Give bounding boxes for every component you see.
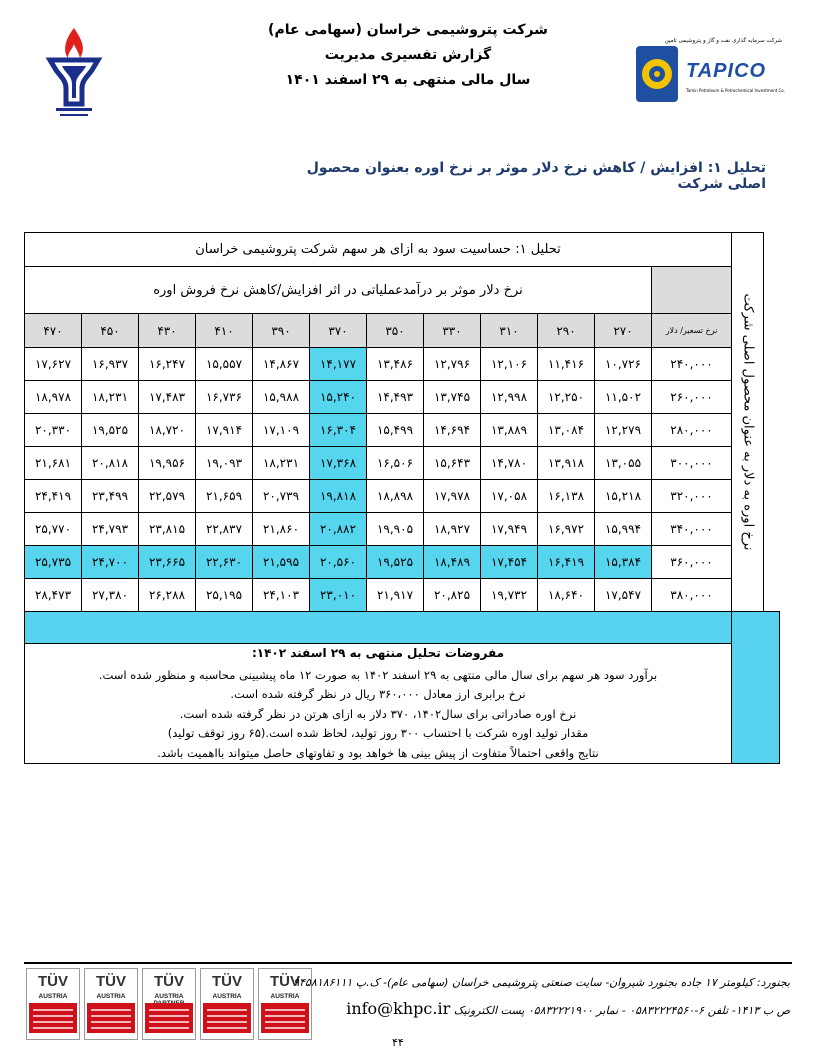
- table-cell: ۱۲,۹۹۸: [481, 381, 538, 414]
- table-cell: ۱۵,۶۴۳: [424, 447, 481, 480]
- table-cell: ۱۸,۲۳۱: [82, 381, 139, 414]
- table-cell: ۱۹,۹۵۶: [139, 447, 196, 480]
- vertical-axis-label-text: نرخ اوره به دلار به عنوان محصول اصلی شرکت: [740, 293, 755, 551]
- certificate-band: [145, 1003, 193, 1033]
- table-cell: ۲۰,۸۲۵: [424, 579, 481, 612]
- certificate-badges: [26, 968, 312, 1040]
- table-cell: ۲۵,۱۹۵: [196, 579, 253, 612]
- table-cell: ۲۲,۵۷۹: [139, 480, 196, 513]
- certificate-mark: TÜV: [270, 973, 300, 990]
- table-cell: ۲۰,۸۱۸: [82, 447, 139, 480]
- column-header: ۲۷۰: [595, 314, 652, 348]
- table-cell: ۱۸,۸۹۸: [367, 480, 424, 513]
- vertical-axis-label: [732, 233, 764, 612]
- assumption-item: نرخ برابری ارز معادل ۳۶۰،۰۰۰ ریال در نظر گرفته شده است.: [230, 687, 526, 701]
- assumption-item: نرخ اوره صادراتی برای سال۱۴۰۲، ۳۷۰ دلار به ازای هرتن در نظر گرفته شده است.: [179, 706, 577, 721]
- company-logo: [42, 26, 106, 122]
- table-row: [25, 381, 764, 414]
- certificate-org: AUSTRIA: [270, 993, 300, 1000]
- table-cell: ۱۲,۷۹۶: [424, 348, 481, 381]
- page-number: ۴۴: [392, 1036, 404, 1049]
- certificate-band: [261, 1003, 309, 1033]
- column-header: ۴۵۰: [82, 314, 139, 348]
- row-label: ۳۴۰,۰۰۰: [652, 513, 732, 546]
- table-cell: ۲۳,۸۱۵: [139, 513, 196, 546]
- table-cell: ۲۴,۱۰۳: [253, 579, 310, 612]
- table-cell: ۱۵,۴۹۹: [367, 414, 424, 447]
- table-cell: ۲۰,۳۳۰: [25, 414, 82, 447]
- table-cell: ۱۸,۲۳۱: [253, 447, 310, 480]
- certificate-band: [203, 1003, 251, 1033]
- table-cell: ۱۴,۶۹۴: [424, 414, 481, 447]
- table-cell: ۱۳,۰۸۴: [538, 414, 595, 447]
- table-cell: ۲۶,۲۸۸: [139, 579, 196, 612]
- flame-logo-icon: [42, 26, 106, 122]
- column-header: ۴۱۰: [196, 314, 253, 348]
- table-row: [25, 447, 764, 480]
- tuv-austria-cert-icon: [84, 968, 138, 1040]
- tapico-logo: [632, 38, 785, 108]
- report-header: [200, 18, 616, 93]
- footer-address: بجنورد: کیلومتر ۱۷ جاده بجنورد شیروان- سایت صنعتی پتروشیمی خراسان (سهامی عام)- ک.پ ۹۴۵۸۱۸۶۱۱۱: [293, 976, 790, 989]
- tuv-austria-cert-icon: [26, 968, 80, 1040]
- certificate-mark: TÜV: [154, 973, 184, 990]
- column-header: ۴۷۰: [25, 314, 82, 348]
- company-title: شرکت پتروشیمی خراسان (سهامی عام): [268, 22, 548, 38]
- table-row: [25, 480, 764, 513]
- table-cell: ۱۲,۲۷۹: [595, 414, 652, 447]
- table-cell: ۱۶,۹۷۲: [538, 513, 595, 546]
- row-label: ۳۲۰,۰۰۰: [652, 480, 732, 513]
- table-cell: ۲۵,۷۳۵: [25, 546, 82, 579]
- table-cell: ۲۷,۳۸۰: [82, 579, 139, 612]
- notes-side-band: [732, 612, 780, 764]
- table-cell: ۲۱,۹۱۷: [367, 579, 424, 612]
- table-cell: ۱۳,۴۸۶: [367, 348, 424, 381]
- table-cell: ۱۶,۹۳۷: [82, 348, 139, 381]
- table-cell: ۱۹,۵۲۵: [367, 546, 424, 579]
- table-cell: ۱۱,۵۰۲: [595, 381, 652, 414]
- table-cell: ۱۹,۰۹۳: [196, 447, 253, 480]
- table-cell: ۱۷,۵۴۷: [595, 579, 652, 612]
- table-cell: ۱۰,۷۲۶: [595, 348, 652, 381]
- report-title: گزارش تفسیری مدیریت: [324, 47, 492, 63]
- table-cell: ۲۴,۷۰۰: [82, 546, 139, 579]
- column-header: ۳۳۰: [424, 314, 481, 348]
- table-row: [25, 348, 764, 381]
- table-cell: ۱۴,۷۸۰: [481, 447, 538, 480]
- row-label: ۲۴۰,۰۰۰: [652, 348, 732, 381]
- table-cell: ۲۱,۸۶۰: [253, 513, 310, 546]
- table-cell: ۲۱,۵۹۵: [253, 546, 310, 579]
- table-cell: ۱۵,۲۴۰: [310, 381, 367, 414]
- table-cell: ۲۱,۶۸۱: [25, 447, 82, 480]
- table-cell: ۱۴,۱۷۷: [310, 348, 367, 381]
- row-label: ۳۰۰,۰۰۰: [652, 447, 732, 480]
- table-cell: ۱۶,۷۳۶: [196, 381, 253, 414]
- table-cell: ۱۲,۲۵۰: [538, 381, 595, 414]
- table-cell: ۱۷,۹۴۹: [481, 513, 538, 546]
- table-cell: ۲۲,۸۳۷: [196, 513, 253, 546]
- table-cell: ۱۹,۵۲۵: [82, 414, 139, 447]
- table-cell: ۲۵,۷۷۰: [25, 513, 82, 546]
- table-cell: ۱۱,۴۱۶: [538, 348, 595, 381]
- assumptions-heading: مفروضات تحلیل منتهی به ۲۹ اسفند ۱۴۰۲:: [251, 646, 505, 660]
- table-cell: ۱۸,۶۴۰: [538, 579, 595, 612]
- tapico-caption-bottom: Tamin Petroleum & Petrochemical Investment Co.: [686, 88, 785, 93]
- table-cell: ۱۶,۳۰۴: [310, 414, 367, 447]
- footer-divider: [24, 962, 792, 964]
- column-header: ۳۱۰: [481, 314, 538, 348]
- table-cell: ۱۶,۴۱۹: [538, 546, 595, 579]
- table-cell: ۲۴,۷۹۳: [82, 513, 139, 546]
- table-cell: ۱۷,۰۵۸: [481, 480, 538, 513]
- footer-email[interactable]: info@khpc.ir: [346, 999, 451, 1018]
- certificate-mark: TÜV: [212, 973, 242, 990]
- table-cell: ۲۰,۸۸۲: [310, 513, 367, 546]
- row-label: ۲۸۰,۰۰۰: [652, 414, 732, 447]
- footer-contact: [293, 970, 790, 1024]
- table-cell: ۱۹,۷۳۲: [481, 579, 538, 612]
- certificate-band: [29, 1003, 77, 1033]
- table-cell: ۱۵,۹۸۸: [253, 381, 310, 414]
- table-cell: ۱۳,۸۸۹: [481, 414, 538, 447]
- footer-phone: ص ب ۱۴۱۳- تلفن ۶-۰۵۸۳۲۲۲۴۵۶۰ - نمابر ۰۵۸۳۲۲۲۱۹۰۰ پست الکترونیک: [453, 1004, 790, 1017]
- certificate-org: AUSTRIA: [154, 993, 184, 1000]
- table-row: [25, 513, 764, 546]
- table-cell: ۲۳,۶۶۵: [139, 546, 196, 579]
- table-cell: ۱۳,۰۵۵: [595, 447, 652, 480]
- table-cell: ۱۶,۵۰۶: [367, 447, 424, 480]
- corner-label: نرخ تسعیر/ دلار: [652, 314, 732, 348]
- table-cell: ۱۷,۳۶۸: [310, 447, 367, 480]
- table-cell: ۱۶,۱۳۸: [538, 480, 595, 513]
- table-cell: ۲۸,۴۷۳: [25, 579, 82, 612]
- table-cell: ۱۵,۵۵۷: [196, 348, 253, 381]
- table-cell: ۲۴,۴۱۹: [25, 480, 82, 513]
- tapico-caption-top: شرکت سرمایه گذاری نفت و گاز و پتروشیمی تامین: [664, 38, 782, 44]
- table-row: [25, 546, 764, 579]
- table-cell: ۱۷,۴۸۳: [139, 381, 196, 414]
- assumption-item: مقدار تولید اوره شرکت با احتساب ۳۰۰ روز تولید، لحاظ شده است.(۶۵ روز توقف تولید): [167, 726, 589, 740]
- table-row: [25, 414, 764, 447]
- tuv-austria-partner-cert-icon: [142, 968, 196, 1040]
- table-cell: ۱۷,۹۱۴: [196, 414, 253, 447]
- notes-table: [24, 611, 780, 764]
- table-cell: ۱۷,۴۵۴: [481, 546, 538, 579]
- assumptions-box: [25, 644, 732, 764]
- table-row: [25, 579, 764, 612]
- period-title: سال مالی منتهی به ۲۹ اسفند ۱۴۰۱: [285, 72, 531, 88]
- table-cell: ۱۳,۹۱۸: [538, 447, 595, 480]
- table-cell: ۱۹,۹۰۵: [367, 513, 424, 546]
- assumption-item: برآورد سود هر سهم برای سال مالی منتهی به ۲۹ اسفند ۱۴۰۲ به صورت ۱۲ ماه پیشبینی محاسبه و منظور شده است.: [98, 667, 658, 682]
- table-cell: ۲۲,۶۳۰: [196, 546, 253, 579]
- footer-phone-line: [346, 996, 790, 1024]
- table-cell: ۱۵,۹۹۴: [595, 513, 652, 546]
- sensitivity-table: [24, 232, 764, 612]
- tapico-emblem-icon: [632, 38, 684, 108]
- table-cell: ۱۷,۶۲۷: [25, 348, 82, 381]
- table-cell: ۱۷,۹۷۸: [424, 480, 481, 513]
- table-cell: ۱۴,۴۹۳: [367, 381, 424, 414]
- column-header: ۳۷۰: [310, 314, 367, 348]
- certificate-org: AUSTRIA: [212, 993, 242, 1000]
- table-cell: ۱۸,۹۷۸: [25, 381, 82, 414]
- sensitivity-table-wrapper: [24, 232, 780, 764]
- certificate-org: AUSTRIA: [38, 993, 68, 1000]
- certificate-mark: TÜV: [38, 973, 68, 990]
- table-cell: ۲۱,۶۵۹: [196, 480, 253, 513]
- row-label: ۳۶۰,۰۰۰: [652, 546, 732, 579]
- tuv-austria-cert-icon: [200, 968, 254, 1040]
- table-cell: ۱۷,۱۰۹: [253, 414, 310, 447]
- table-cell: ۱۹,۸۱۸: [310, 480, 367, 513]
- column-header: ۳۵۰: [367, 314, 424, 348]
- certificate-mark: TÜV: [96, 973, 126, 990]
- tapico-name: TAPICO: [686, 60, 767, 82]
- certificate-org: AUSTRIA: [96, 993, 126, 1000]
- table-title: تحلیل ۱: حساسیت سود به ازای هر سهم شرکت پتروشیمی خراسان: [25, 233, 732, 267]
- subtitle-corner: [652, 267, 732, 314]
- certificate-band: [87, 1003, 135, 1033]
- assumption-item: نتایج واقعی احتمالاً متفاوت از پیش بینی ها خواهد بود و تفاوتهای حاصل میتواند بااهمیت باشد.: [157, 745, 599, 760]
- row-label: ۳۸۰,۰۰۰: [652, 579, 732, 612]
- table-cell: ۱۳,۷۴۵: [424, 381, 481, 414]
- column-header-row: [25, 314, 764, 348]
- section-title: تحلیل ۱: افزایش / کاهش نرخ دلار موثر بر نرخ اوره بعنوان محصول اصلی شرکت: [306, 160, 766, 192]
- table-cell: ۱۸,۷۲۰: [139, 414, 196, 447]
- table-cell: ۲۰,۵۶۰: [310, 546, 367, 579]
- separator-band: [25, 612, 732, 644]
- table-cell: ۲۳,۰۱۰: [310, 579, 367, 612]
- table-cell: ۲۰,۷۳۹: [253, 480, 310, 513]
- table-cell: ۱۲,۱۰۶: [481, 348, 538, 381]
- table-cell: ۱۶,۲۴۷: [139, 348, 196, 381]
- column-header: ۲۹۰: [538, 314, 595, 348]
- table-cell: ۲۳,۴۹۹: [82, 480, 139, 513]
- table-cell: ۱۵,۲۱۸: [595, 480, 652, 513]
- table-cell: ۱۸,۴۸۹: [424, 546, 481, 579]
- column-header: ۴۳۰: [139, 314, 196, 348]
- table-cell: ۱۵,۳۸۴: [595, 546, 652, 579]
- table-subtitle: نرخ دلار موثر بر درآمدعملیاتی در اثر افزایش/کاهش نرخ فروش اوره: [25, 267, 652, 314]
- column-header: ۳۹۰: [253, 314, 310, 348]
- table-cell: ۱۴,۸۶۷: [253, 348, 310, 381]
- row-label: ۲۶۰,۰۰۰: [652, 381, 732, 414]
- table-cell: ۱۸,۹۲۷: [424, 513, 481, 546]
